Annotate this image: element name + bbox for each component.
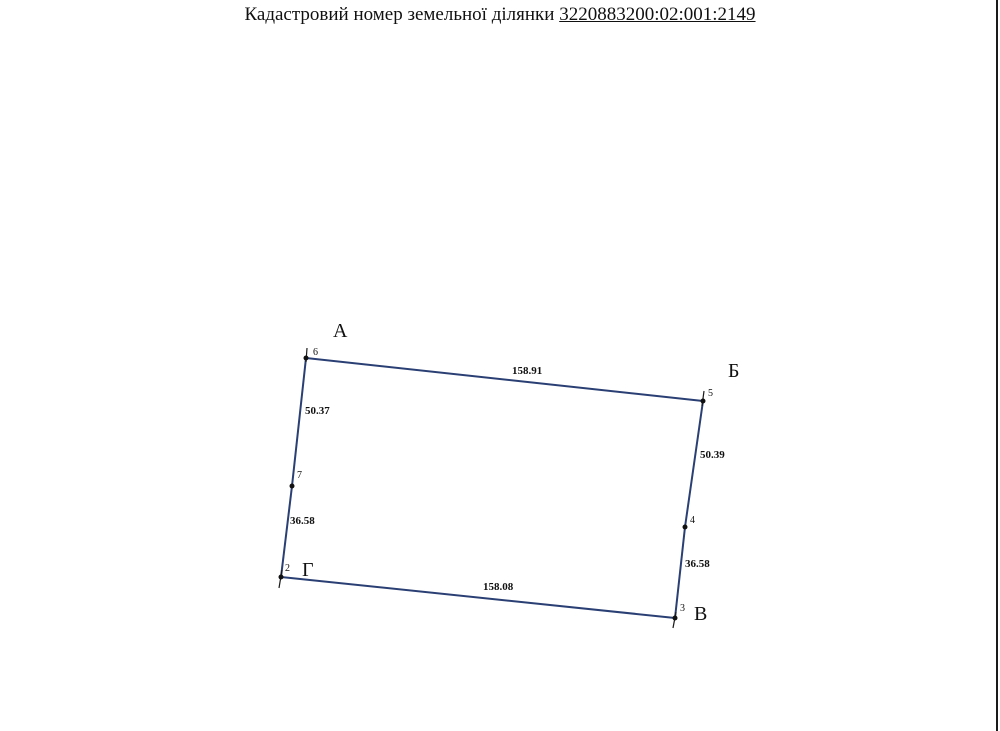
edge-length-6-5: 158.91 [512,365,543,377]
edge-length-6-7: 50.37 [305,405,330,417]
title-prefix: Кадастровий номер земельної ділянки [244,4,555,25]
vertex-7 [290,484,295,489]
edge-length-7-2: 36.58 [290,515,315,527]
edge-5-4 [685,401,703,527]
corner-letter-a: А [333,320,348,342]
vertex-number-5: 5 [708,388,713,399]
edge-length-4-3: 36.58 [685,558,710,570]
edge-7-6 [292,358,306,486]
corner-letter-v: В [694,603,708,625]
vertex-2 [279,575,284,580]
edge-length-2-3: 158.08 [483,581,514,593]
plot-boundary [281,358,703,618]
corner-letter-b: Б [728,360,740,382]
edge-3-2 [281,577,675,618]
vertex-6 [304,356,309,361]
vertex-number-2: 2 [285,563,290,574]
vertex-number-7: 7 [297,470,302,481]
vertex-4 [683,525,688,530]
vertex-5 [701,399,706,404]
vertex-3 [673,616,678,621]
vertex-number-4: 4 [690,515,695,526]
vertex-number-6: 6 [313,347,318,358]
vertex-number-3: 3 [680,603,685,614]
corner-letter-g: Г [302,559,314,581]
edge-6-5 [306,358,703,401]
cadastral-number: 3220883200:02:001:2149 [559,4,756,25]
edge-length-5-4: 50.39 [700,449,725,461]
